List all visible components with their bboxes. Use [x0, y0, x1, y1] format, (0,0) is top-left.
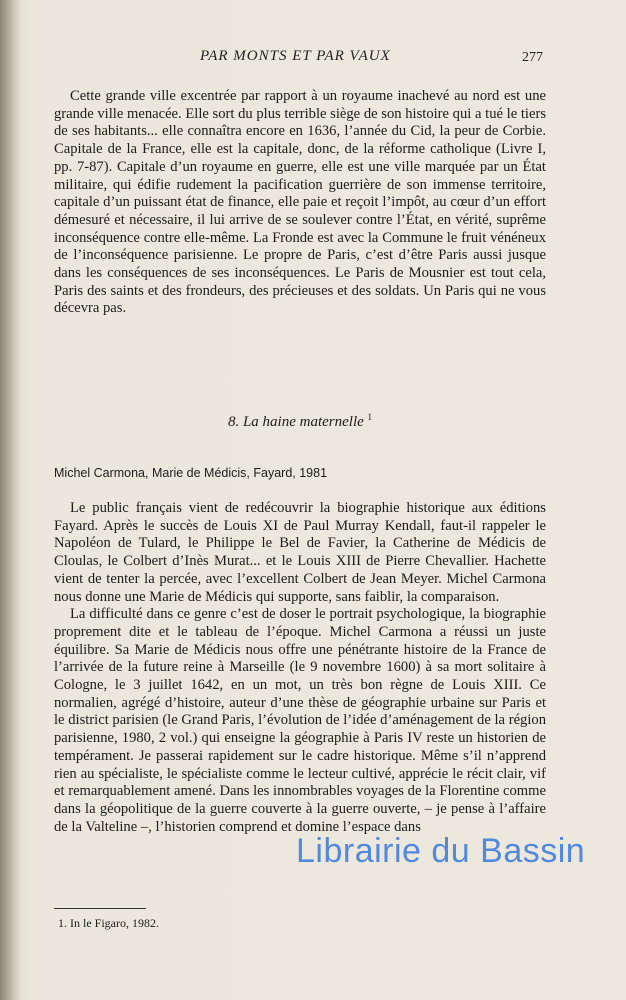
section-title: 8. La haine maternelle	[227, 414, 364, 430]
running-head: PAR MONTS ET PAR VAUX	[200, 48, 391, 64]
text-block-top	[54, 88, 546, 318]
footnote: 1. In le Figaro, 1982.	[58, 916, 159, 930]
footnote-rule	[54, 908, 146, 909]
footnote-marker: 1	[367, 412, 373, 422]
paragraph-paris: Cette grande ville excentrée par rapport à un royaume inachevé au nord est une grande ville menacée. Elle sort du plus terrible siège de son histoire qui a tué le tiers de ses habitants... elle connaîtra encore en 1636, l’année du Cid, la peur de Corbie. Capitale de la France, elle est la capitale, donc, de la réforme catholique (Livre I, pp. 7-87). Capitale d’un royaume en guerre, elle est une ville marquée par un État militaire, qui édifie rudement la pacification guerrière de son immense territoire, capitale d’un puissant état de finance, elle paie et reçoit l’impôt, au cœur d’un effort démesuré et nécessaire, il lui arrive de se soulever contre l’État, en vérité, suprême inconséquence contre elle-même. La Fronde est avec la Commune le fruit vénéneux de l’inconséquence parisienne. Le propre de Paris, c’est d’être Paris aussi jusque dans les conséquences de ses inconséquences. Le Paris de Mousnier est tout cela, Paris des saints et des frondeurs, des précieuses et des soldats. Un Paris qui ne vous décevra pas.	[54, 88, 546, 317]
paragraph-difficulte: La difficulté dans ce genre c’est de doser le portrait psychologique, la biographie proprement dite et le tableau de l’époque. Michel Carmona a réussi un juste équilibre. Sa Marie de Médicis nous offre une pénétrante histoire de la France de l’arrivée de la future reine à Marseille (le 9 novembre 1600) à sa mort solitaire à Cologne, le 3 juillet 1642, en un mot, un très bon règne de Louis XIII. Ce normalien, agrégé d’histoire, auteur d’une thèse de géographie urbaine sur Paris et le district parisien (le Grand Paris, l’évolution de l’idée d’aménagement de la région parisienne, 1980, 2 vol.) qui enseigne la géographie à Paris IV reste un historien de tempérament. Je passerai rapidement sur le cadre historique. Même s’il n’apprend rien au spécialiste, le spécialiste comme le lecteur cultivé, apprécie le récit clair, vif et remarquablement amené. Dans les innombrables voyages de la Florentine comme dans la géopolitique de la guerre couverte à la guerre ouverte, – je pense à l’affaire de la Valteline –, l’historien comprend et domine l’espace dans	[54, 606, 546, 835]
paragraph-biographie: Le public français vient de redécouvrir la biographie historique aux éditions Fayard. Après le succès de Louis XI de Paul Murray Kendall, faut-il rappeler le Napoléon de Tulard, le Philippe le Bel de Favier, la Catherine de Médicis de Cloulas, le Colbert d’Inès Murat... et le Louis XIII de Pierre Chevallier. Hachette vient de tenter la percée, avec l’excellent Colbert de Jean Meyer. Michel Carmona nous donne une Marie de Médicis qui supporte, sans faiblir, la comparaison.	[54, 500, 546, 605]
watermark: Librairie du Bassin	[296, 832, 586, 870]
page-number: 277	[522, 50, 543, 65]
section-heading	[0, 412, 600, 431]
text-block-bottom	[54, 500, 546, 836]
gutter-shadow	[0, 0, 22, 1000]
source-reference: Michel Carmona, Marie de Médicis, Fayard, 1981	[54, 466, 328, 480]
